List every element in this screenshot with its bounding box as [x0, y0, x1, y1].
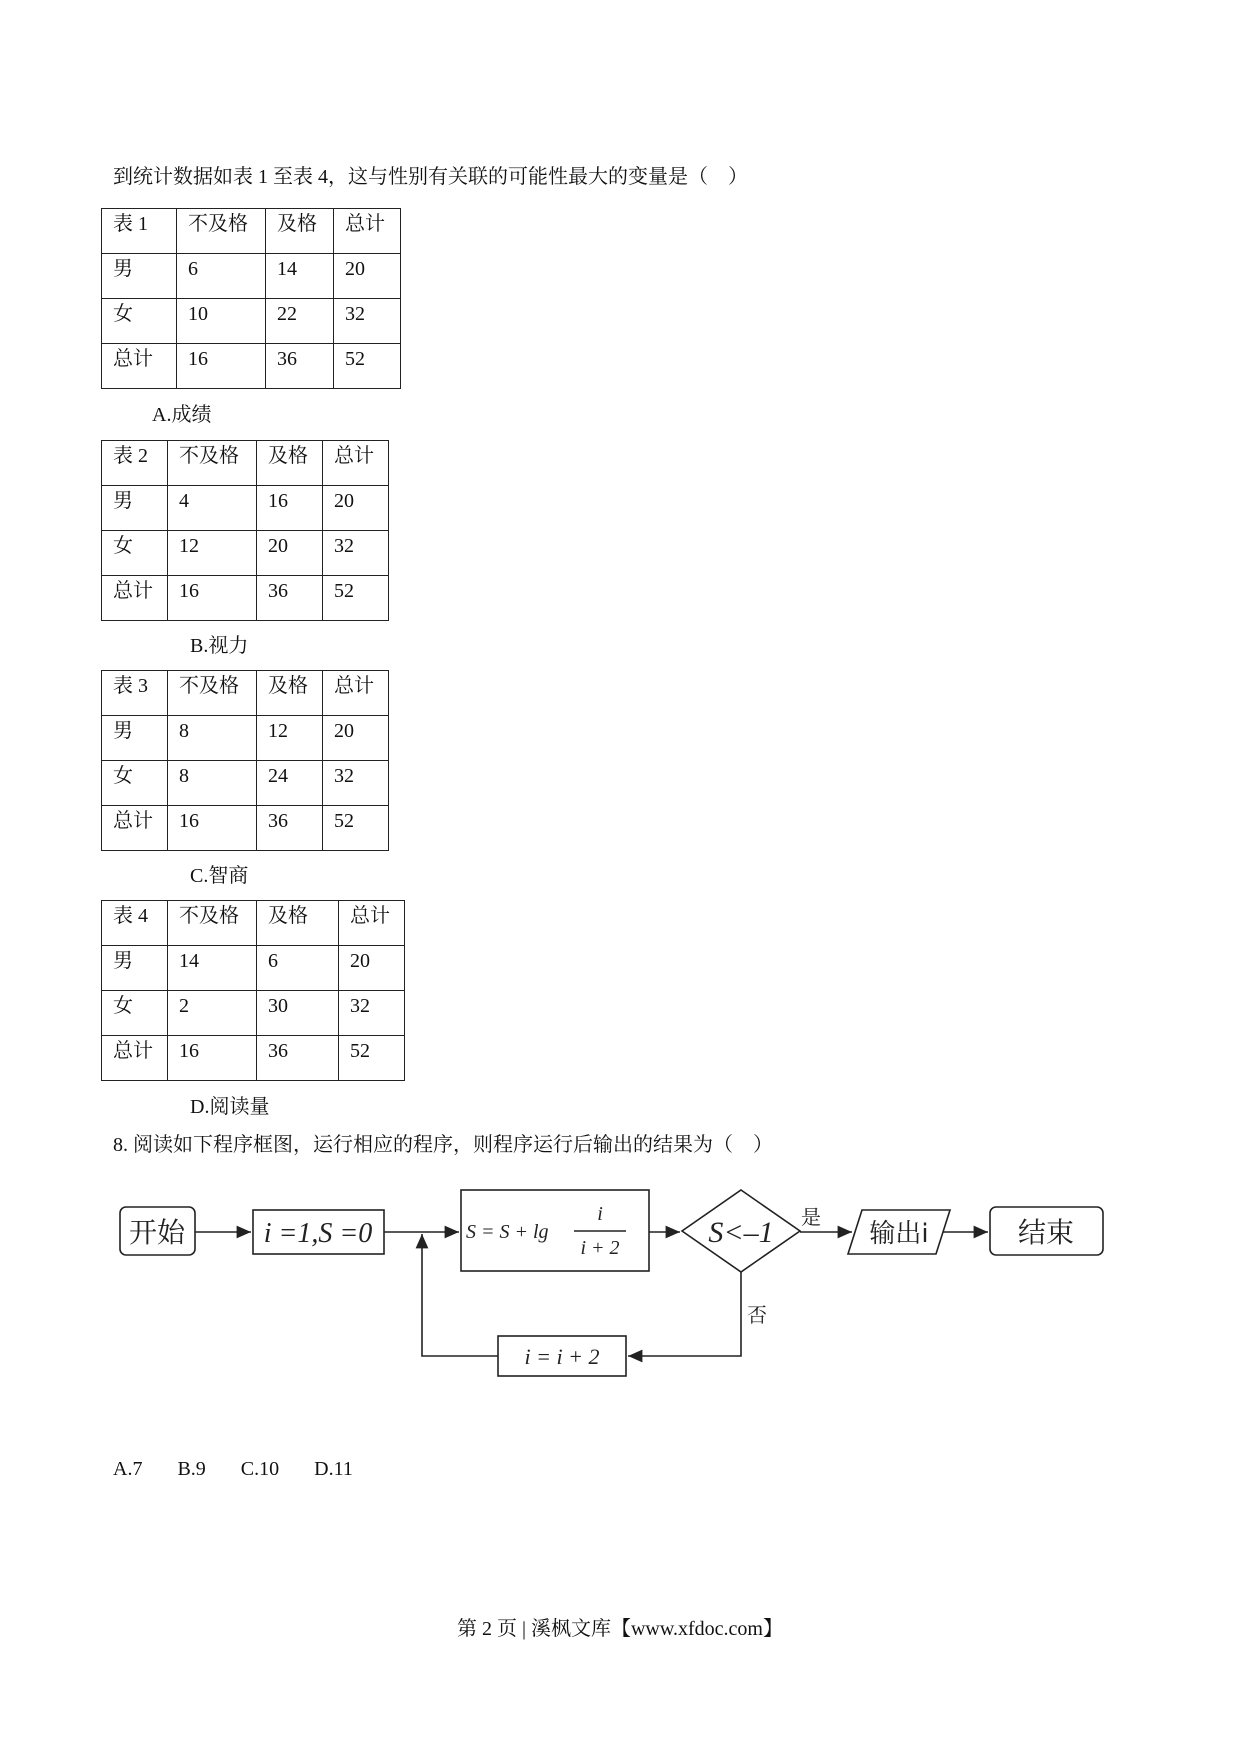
table-cell: 女 — [102, 761, 168, 806]
table-row — [102, 761, 389, 806]
table-cell: 14 — [168, 946, 257, 991]
table-row — [102, 991, 405, 1036]
table-cell: 36 — [257, 576, 323, 621]
table-cell: 20 — [334, 254, 401, 299]
table-cell: 总计 — [334, 209, 401, 254]
table-cell: 及格 — [257, 441, 323, 486]
table-cell: 总计 — [102, 576, 168, 621]
table-cell: 总计 — [323, 671, 389, 716]
table-4-caption: D.阅读量 — [190, 1096, 270, 1118]
table-cell: 女 — [102, 991, 168, 1036]
table-cell: 16 — [168, 806, 257, 851]
condition-label: S<–1 — [708, 1216, 774, 1249]
table-cell: 男 — [102, 254, 177, 299]
table-cell: 总计 — [339, 901, 405, 946]
table-cell: 36 — [257, 806, 323, 851]
table-row — [102, 209, 401, 254]
table-cell: 4 — [168, 486, 257, 531]
table-cell: 表 1 — [102, 209, 177, 254]
table-cell: 不及格 — [168, 671, 257, 716]
update-numerator: i — [597, 1203, 603, 1225]
table-cell: 12 — [168, 531, 257, 576]
yes-label: 是 — [801, 1205, 821, 1229]
update-denominator: i + 2 — [580, 1237, 620, 1259]
table-cell: 52 — [334, 344, 401, 389]
table-cell: 6 — [177, 254, 266, 299]
table-cell: 表 2 — [102, 441, 168, 486]
option-a: A.7 — [113, 1458, 143, 1480]
table-cell: 2 — [168, 991, 257, 1036]
start-label: 开始 — [128, 1216, 186, 1249]
table-cell: 总计 — [102, 806, 168, 851]
question-8: 8. 阅读如下程序框图，运行相应的程序，则程序运行后输出的结果为（ ） — [113, 1134, 773, 1156]
table-cell: 12 — [257, 716, 323, 761]
arrow-loop-back — [422, 1234, 498, 1356]
table-cell: 10 — [177, 299, 266, 344]
table-cell: 不及格 — [168, 901, 257, 946]
answer-options — [113, 1458, 383, 1481]
table-cell: 男 — [102, 946, 168, 991]
table-row — [102, 299, 401, 344]
table-cell: 22 — [266, 299, 334, 344]
init-label: i =1,S =0 — [263, 1218, 373, 1249]
table-cell: 20 — [339, 946, 405, 991]
option-c: C.10 — [240, 1458, 280, 1480]
table-cell: 及格 — [257, 671, 323, 716]
table-row — [102, 716, 389, 761]
table-cell: 32 — [323, 761, 389, 806]
table-cell: 表 4 — [102, 901, 168, 946]
table-cell: 女 — [102, 299, 177, 344]
table-cell: 男 — [102, 486, 168, 531]
table-cell: 8 — [168, 761, 257, 806]
table-row — [102, 576, 389, 621]
table-cell: 32 — [334, 299, 401, 344]
update-lhs: S = S + lg — [466, 1221, 549, 1243]
question-7-intro: 到统计数据如表 1 至表 4，这与性别有关联的可能性最大的变量是（ ） — [113, 166, 748, 188]
table-cell: 表 3 — [102, 671, 168, 716]
table-cell: 及格 — [266, 209, 334, 254]
table-row — [102, 441, 389, 486]
table-cell: 52 — [323, 806, 389, 851]
table-cell: 36 — [266, 344, 334, 389]
table-3-caption: C.智商 — [190, 865, 249, 887]
arrow-cond-increment — [628, 1272, 741, 1356]
table-cell: 52 — [339, 1036, 405, 1081]
no-label: 否 — [747, 1303, 767, 1327]
table-cell: 8 — [168, 716, 257, 761]
table-cell: 20 — [323, 716, 389, 761]
table-cell: 16 — [177, 344, 266, 389]
table-row — [102, 1036, 405, 1081]
table-cell: 24 — [257, 761, 323, 806]
increment-label: i = i + 2 — [524, 1344, 600, 1369]
output-label: 输出i — [869, 1219, 929, 1249]
table-1 — [101, 208, 401, 389]
page-footer: 第 2 页 | 溪枫文库【www.xfdoc.com】 — [456, 1618, 783, 1640]
table-row — [102, 531, 389, 576]
table-cell: 不及格 — [168, 441, 257, 486]
table-cell: 52 — [323, 576, 389, 621]
table-cell: 32 — [339, 991, 405, 1036]
table-row — [102, 344, 401, 389]
table-cell: 36 — [257, 1036, 339, 1081]
table-2 — [101, 440, 389, 621]
table-3 — [101, 670, 389, 851]
table-cell: 不及格 — [177, 209, 266, 254]
table-cell: 16 — [257, 486, 323, 531]
option-d: D.11 — [314, 1458, 353, 1480]
table-4 — [101, 900, 405, 1081]
table-cell: 16 — [168, 576, 257, 621]
table-cell: 30 — [257, 991, 339, 1036]
table-row — [102, 806, 389, 851]
table-cell: 20 — [257, 531, 323, 576]
table-cell: 总计 — [102, 1036, 168, 1081]
table-cell: 及格 — [257, 901, 339, 946]
table-cell: 32 — [323, 531, 389, 576]
table-cell: 6 — [257, 946, 339, 991]
table-2-caption: B.视力 — [190, 635, 249, 657]
table-row — [102, 946, 405, 991]
table-row — [102, 486, 389, 531]
table-cell: 女 — [102, 531, 168, 576]
table-cell: 总计 — [102, 344, 177, 389]
table-row — [102, 901, 405, 946]
option-b: B.9 — [177, 1458, 206, 1480]
table-row — [102, 671, 389, 716]
table-cell: 男 — [102, 716, 168, 761]
table-row — [102, 254, 401, 299]
table-1-caption: A.成绩 — [152, 404, 212, 426]
table-cell: 总计 — [323, 441, 389, 486]
end-label: 结束 — [1017, 1216, 1075, 1249]
table-cell: 14 — [266, 254, 334, 299]
table-cell: 16 — [168, 1036, 257, 1081]
table-cell: 20 — [323, 486, 389, 531]
program-flowchart — [0, 1170, 1240, 1420]
